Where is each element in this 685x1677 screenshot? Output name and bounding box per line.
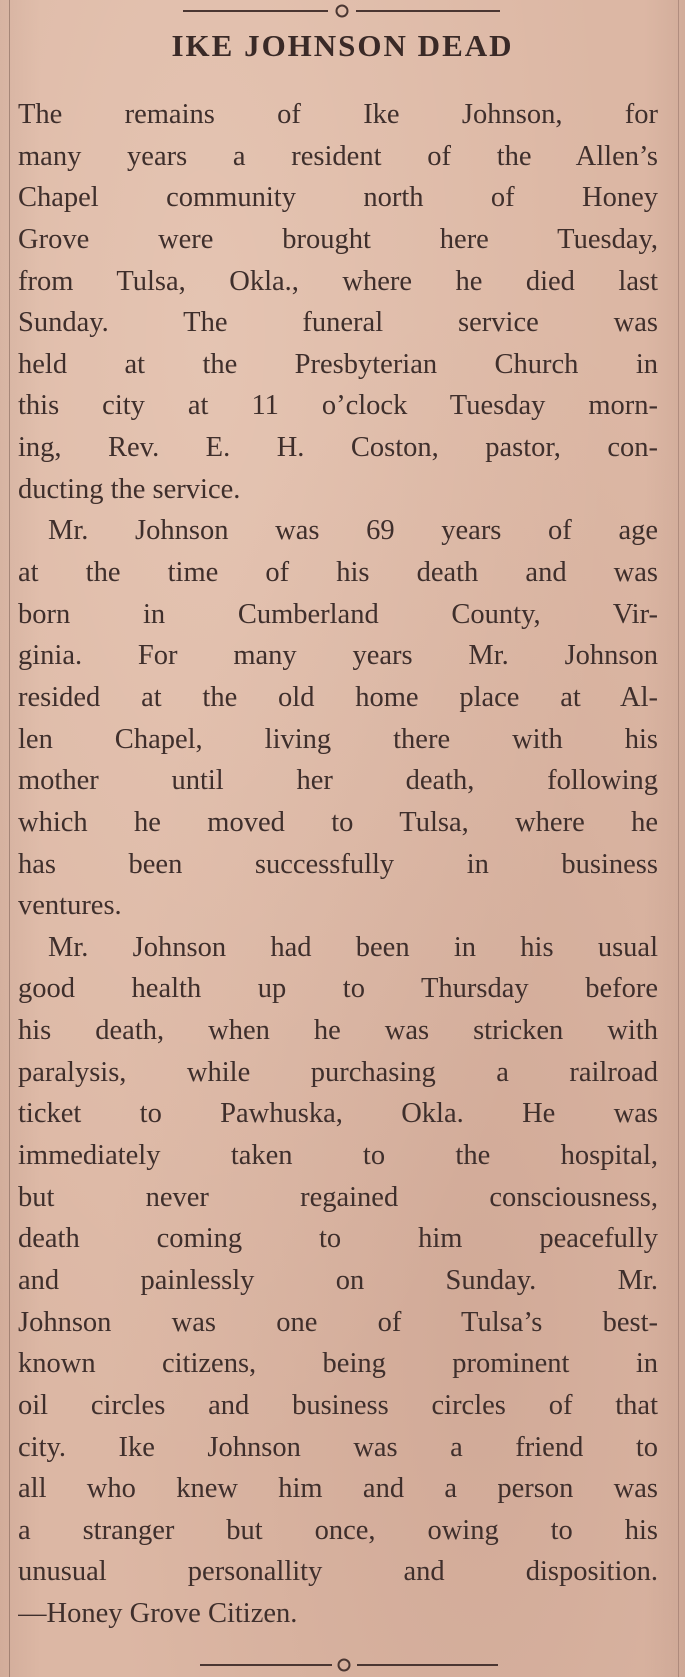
text-line: Johnson was one of Tulsa’s best- <box>18 1306 658 1338</box>
text-line: resided at the old home place at Al- <box>18 681 658 713</box>
text-line: ticket to Pawhuska, Okla. He was <box>18 1098 658 1130</box>
text-line: Mr. Johnson had been in his usual <box>48 931 658 963</box>
text-line: The remains of Ike Johnson, for <box>18 99 658 130</box>
text-line: immediately taken to the hospital, <box>18 1140 658 1172</box>
text-line: ventures. <box>18 890 122 922</box>
text-line: good health up to Thursday before <box>18 973 658 1005</box>
text-line: held at the Presbyterian Church in <box>18 348 658 380</box>
column-left-edge <box>9 0 10 1677</box>
headline: IKE JOHNSON DEAD <box>171 28 514 63</box>
text-line: ducting the service. <box>18 473 241 505</box>
text-line: at the time of his death and was <box>18 557 658 589</box>
text-line: and painlessly on Sunday. Mr. <box>18 1264 658 1296</box>
text-line: known citizens, being prominent in <box>18 1348 658 1380</box>
text-line: ing, Rev. E. H. Coston, pastor, con- <box>18 432 658 464</box>
text-line: which he moved to Tulsa, where he <box>18 806 658 838</box>
column-right-edge <box>678 0 679 1677</box>
text-line: many years a resident of the Allen’s <box>18 140 658 172</box>
text-line: unusual personallity and disposition. <box>18 1556 658 1588</box>
text-line: death coming to him peacefully <box>18 1223 658 1255</box>
text-line: this city at 11 o’clock Tuesday morn- <box>18 390 658 422</box>
text-line: city. Ike Johnson was a friend to <box>18 1431 658 1463</box>
text-line: paralysis, while purchasing a railroad <box>18 1056 658 1088</box>
text-line: len Chapel, living there with his <box>18 723 658 755</box>
text-line: Chapel community north of Honey <box>18 182 658 214</box>
text-line: from Tulsa, Okla., where he died last <box>18 265 658 297</box>
bottom-rule-divider <box>0 1655 685 1675</box>
text-line: his death, when he was stricken with <box>18 1015 658 1047</box>
text-line: mother until her death, following <box>18 765 658 797</box>
text-line: born in Cumberland County, Vir- <box>18 598 658 630</box>
text-line: Grove were brought here Tuesday, <box>18 223 658 255</box>
text-line: Sunday. The funeral service was <box>18 307 658 339</box>
article-body <box>18 94 658 1635</box>
text-line: but never regained consciousness, <box>18 1181 658 1213</box>
text-line: has been successfully in business <box>18 848 658 880</box>
text-line: ginia. For many years Mr. Johnson <box>18 640 658 672</box>
text-line: oil circles and business circles of that <box>18 1389 658 1421</box>
text-line: —Honey Grove Citizen. <box>18 1598 298 1630</box>
text-line: a stranger but once, owing to his <box>18 1514 658 1546</box>
text-line: Mr. Johnson was 69 years of age <box>48 515 658 547</box>
top-rule-divider <box>0 2 685 22</box>
text-line: all who knew him and a person was <box>18 1473 658 1505</box>
